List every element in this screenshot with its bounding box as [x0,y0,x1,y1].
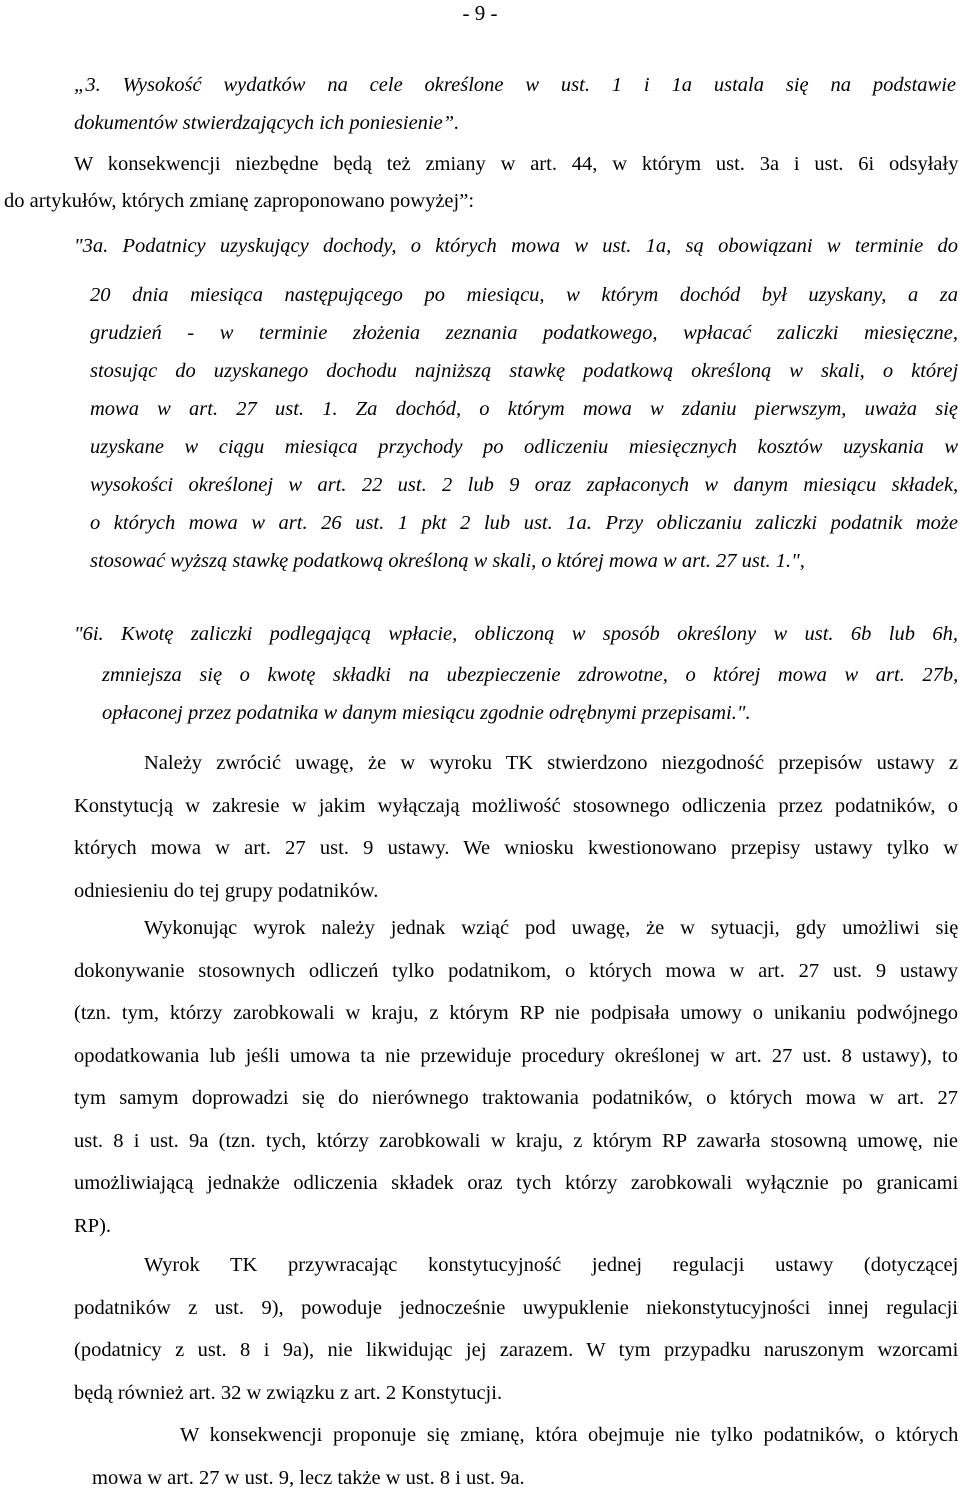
consequence-line: W konsekwencji niezbędne będą też zmiany w art. 44, w którym ust. 3a i ust. 6i odsyłały [74,146,958,184]
paragraph-proposed-change [4,1414,958,1499]
paragraph-line: Wykonując wyrok należy jednak wziąć pod uwagę, że w sytuacji, gdy umożliwi się [4,907,958,950]
paragraph-line: ust. 8 i ust. 9a (tzn. tych, którzy zarobkowali w kraju, z którym RP zawarła stosowną umowę, nie [4,1120,958,1163]
paragraph-line: W konsekwencji proponuje się zmianę, która obejmuje nie tylko podatników, o których [4,1414,958,1457]
paragraph-executing-judgment [4,907,958,1247]
amendment-3a-line: "3a. Podatnicy uzyskujący dochody, o których mowa w ust. 1a, są obowiązani w terminie do [74,226,958,266]
amendment-3a-line: mowa w art. 27 ust. 1. Za dochód, o którym mowa w zdaniu pierwszym, uważa się [90,390,958,428]
paragraph-line: RP). [4,1205,958,1248]
paragraph-line: odniesieniu do tej grupy podatników. [4,870,958,913]
amendment-3a-line: wysokości określonej w art. 22 ust. 2 lub 9 oraz zapłaconych w danym miesiącu składek, [90,466,958,504]
consequence-sentence-cont [4,183,958,221]
amendment-3a-heading [74,226,958,266]
amendment-3a-line: uzyskane w ciągu miesiąca przychody po odliczeniu miesięcznych kosztów uzyskania w [90,428,958,466]
paragraph-line: Konstytucją w zakresie w jakim wyłączają możliwość stosownego odliczenia przez podatników, o [4,785,958,828]
paragraph-line: (tzn. tym, którzy zarobkowali w kraju, z którym RP nie podpisała umowy o unikaniu podwójnego [4,992,958,1035]
amendment-3a-line: 20 dnia miesiąca następującego po miesiącu, w którym dochód był uzyskany, a za [90,276,958,314]
amendment-6i-line: zmniejsza się o kwotę składki na ubezpieczenie zdrowotne, o której mowa w art. 27b, [102,656,958,694]
amendment-6i-line: "6i. Kwotę zaliczki podlegającą wpłacie, obliczoną w sposób określony w ust. 6b lub 6h, [74,614,958,654]
amendment-3a-line: stosując do uzyskanego dochodu najniższą stawkę podatkową określoną w skali, o której [90,352,958,390]
paragraph-tk-judgment [4,742,958,912]
consequence-sentence [74,146,958,184]
amendment-3a-line: o których mowa w art. 26 ust. 1 pkt 2 lub ust. 1a. Przy obliczaniu zaliczki podatnik może [90,504,958,542]
paragraph-line: których mowa w art. 27 ust. 9 ustawy. We wniosku kwestionowano przepisy ustawy tylko w [4,827,958,870]
page-number: - 9 - [0,0,960,26]
amendment-3-quote [74,67,956,142]
paragraph-line: dokonywanie stosownych odliczeń tylko podatnikom, o których mowa w art. 27 ust. 9 ustawy [4,950,958,993]
paragraph-line: Należy zwrócić uwagę, że w wyroku TK stwierdzono niezgodność przepisów ustawy z [4,742,958,785]
amendment-6i-line: opłaconej przez podatnika w danym miesiącu zgodnie odrębnymi przepisami.". [102,694,958,732]
paragraph-line: tym samym doprowadzi się do nierównego traktowania podatników, o których mowa w art. 27 [4,1077,958,1120]
paragraph-line: (podatnicy z ust. 8 i 9a), nie likwidując jej zarazem. W tym przypadku naruszonym wzorcami [4,1329,958,1372]
amendment-3a-body [90,276,958,580]
amendment-6i-body [102,656,958,732]
paragraph-line: Wyrok TK przywracając konstytucyjność jednej regulacji ustawy (dotyczącej [4,1244,958,1287]
amendment-3a-line: grudzień - w terminie złożenia zeznania podatkowego, wpłacać zaliczki miesięczne, [90,314,958,352]
paragraph-line: umożliwiającą jednakże odliczenia składek oraz tych którzy zarobkowali wyłącznie po granicami [4,1162,958,1205]
paragraph-line: podatników z ust. 9), powoduje jednocześnie uwypuklenie niekonstytucyjności innej regulacji [4,1287,958,1330]
paragraph-constitutionality [4,1244,958,1414]
amendment-3a-line: stosować wyższą stawkę podatkową określoną w skali, o której mowa w art. 27 ust. 1.", [90,542,958,580]
consequence-line: do artykułów, których zmianę zaproponowano powyżej”: [4,183,958,221]
amendment-3-line: „3. Wysokość wydatków na cele określone w ust. 1 i 1a ustala się na podstawie [74,67,956,105]
paragraph-line: mowa w art. 27 w ust. 9, lecz także w ust. 8 i ust. 9a. [4,1457,958,1499]
paragraph-line: będą również art. 32 w związku z art. 2 Konstytucji. [4,1372,958,1415]
paragraph-line: opodatkowania lub jeśli umowa ta nie przewiduje procedury określonej w art. 27 ust. 8 ustawy), to [4,1035,958,1078]
amendment-6i-heading [74,614,958,654]
amendment-3-line: dokumentów stwierdzających ich poniesienie”. [74,105,956,143]
